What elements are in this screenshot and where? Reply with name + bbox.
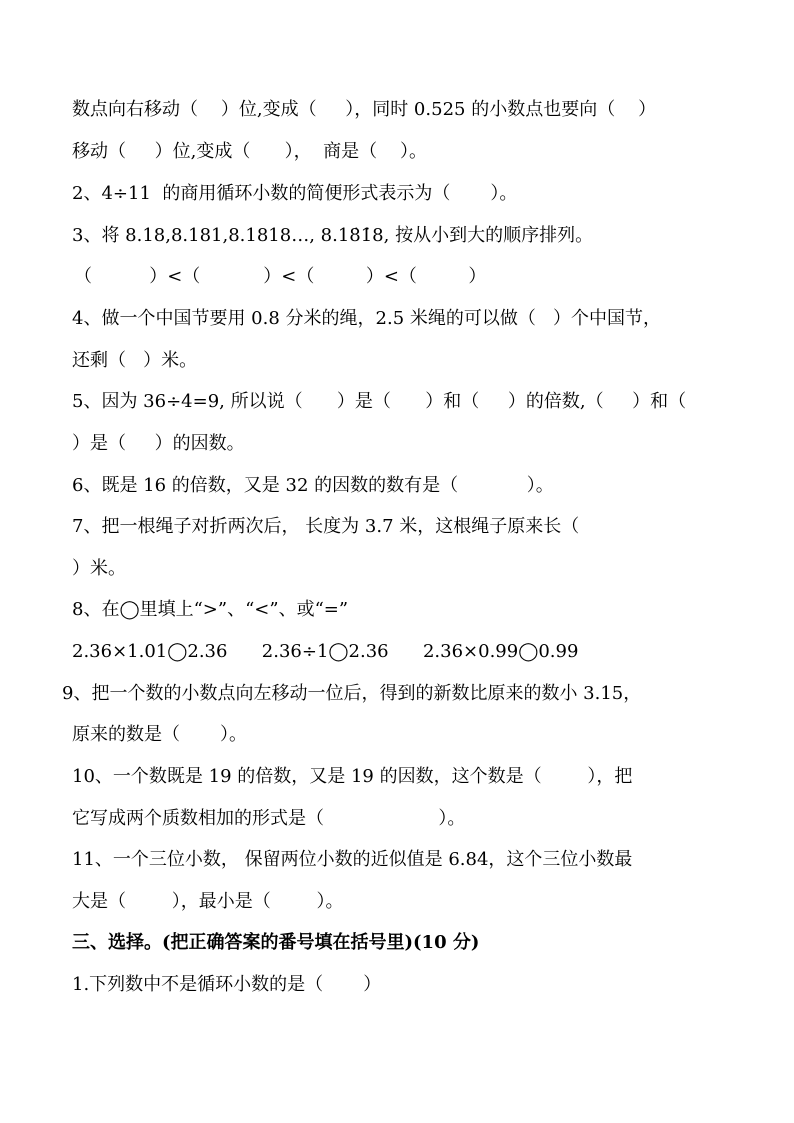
- question-7: 7、把一根绳子对折两次后， 长度为 3.7 米，这根绳子原来长（: [72, 516, 580, 537]
- question-10: 10、一个数既是 19 的倍数，又是 19 的因数，这个数是（ ），把: [72, 766, 633, 787]
- section-heading: 三、选择。(把正确答案的番号填在括号里)(10 分): [72, 932, 480, 953]
- comparison-row: 2.36×1.01◯2.36 2.36÷1◯2.36 2.36×0.99◯0.99: [72, 641, 579, 662]
- text-line: 大是（ ），最小是（ ）。: [72, 891, 344, 912]
- text-line: ）是（ ）的因数。: [72, 433, 245, 454]
- text-line: 还剩（ ）米。: [72, 350, 198, 371]
- text-line: 移动（ ）位,变成（ ）， 商是（ ）。: [72, 141, 427, 162]
- question-11: 11、一个三位小数， 保留两位小数的近似值是 6.84，这个三位小数最: [72, 849, 633, 870]
- text-line: ）米。: [72, 558, 126, 579]
- question-9: 9、把一个数的小数点向左移动一位后，得到的新数比原来的数小 3.15，: [62, 683, 642, 704]
- text-line: 原来的数是（ ）。: [72, 724, 248, 745]
- question-5: 5、因为 36÷4=9, 所以说（ ）是（ ）和（ ）的倍数,（ ）和（: [72, 391, 687, 412]
- choice-question-1: 1.下列数中不是循环小数的是（ ）: [72, 974, 382, 995]
- question-8: 8、在◯里填上“>”、“<”、或“=”: [72, 599, 349, 620]
- text-line: 它写成两个质数相加的形式是（ ）。: [72, 808, 466, 829]
- ordering-blanks: （ ）<（ ）<（ ）<（ ）: [74, 266, 487, 287]
- question-4: 4、做一个中国节要用 0.8 分米的绳，2.5 米绳的可以做（ ）个中国节，: [72, 308, 662, 329]
- question-6: 6、既是 16 的倍数，又是 32 的因数的数有是（ ）。: [72, 475, 554, 496]
- question-3: 3、将 8.18,8.181,8.1818…, 8.18̇1̇8, 按从小到大的顺序排列。: [72, 225, 594, 246]
- question-2: 2、4÷11 的商用循环小数的简便形式表示为（ ）。: [72, 183, 518, 204]
- text-line: 数点向右移动（ ）位,变成（ ），同时 0.525 的小数点也要向（ ）: [72, 99, 657, 120]
